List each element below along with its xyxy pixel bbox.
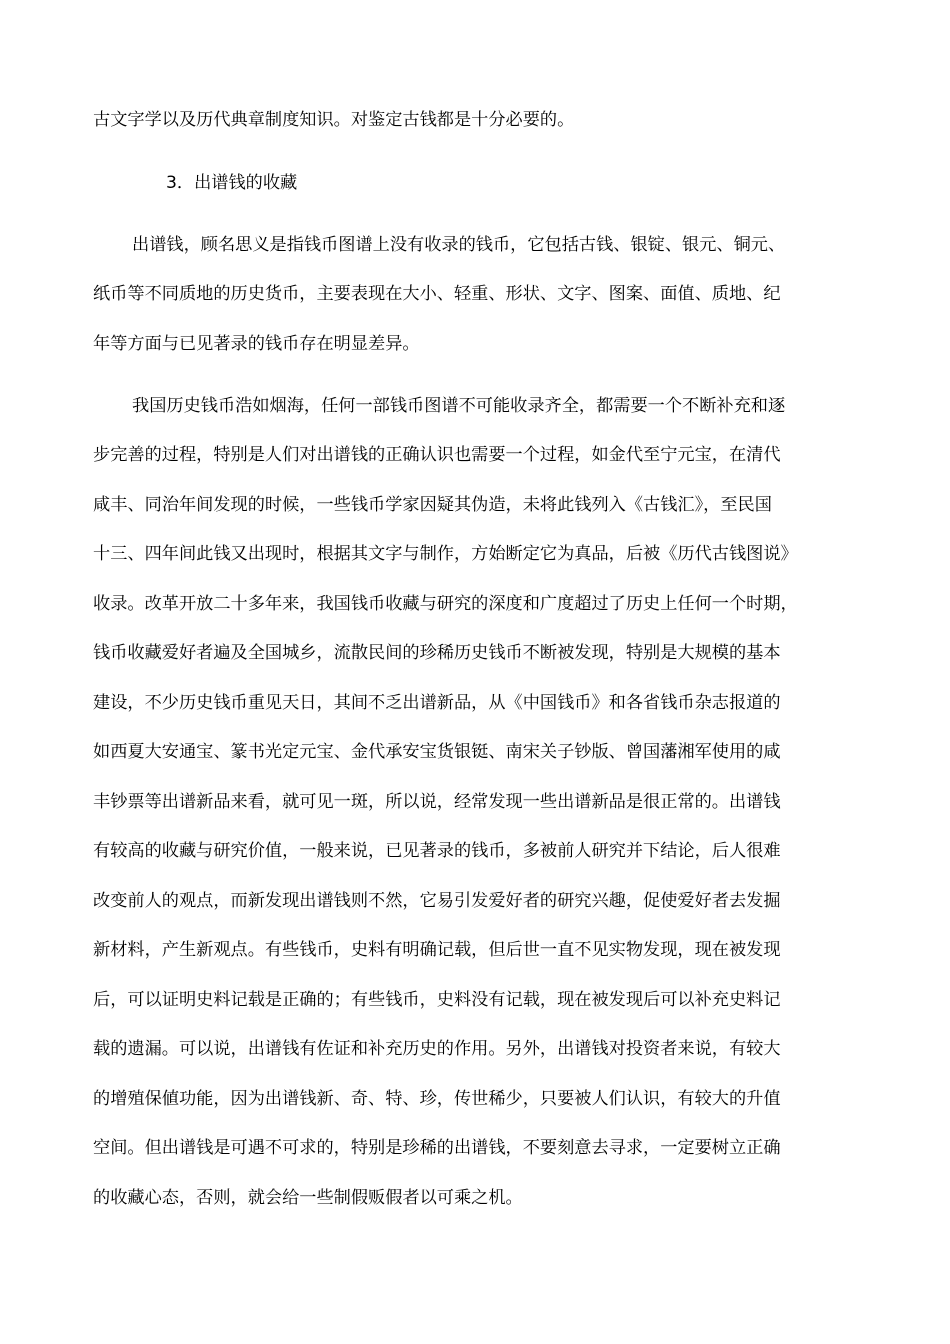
paragraph-line: 后，可以证明史料记载是正确的；有些钱币，史料没有记载，现在被发现后可以补充史料记: [93, 990, 781, 1010]
paragraph-line: 建设，不少历史钱币重见天日，其间不乏出谱新品，从《中国钱币》和各省钱币杂志报道的: [93, 693, 781, 713]
paragraph-line: 步完善的过程，特别是人们对出谱钱的正确认识也需要一个过程，如金代至宁元宝，在清代: [93, 445, 781, 465]
paragraph-line: 改变前人的观点，而新发现出谱钱则不然，它易引发爱好者的研究兴趣，促使爱好者去发掘: [93, 891, 781, 911]
paragraph-line: 空间。但出谱钱是可遇不可求的，特别是珍稀的出谱钱，不要刻意去寻求，一定要树立正确: [93, 1138, 781, 1158]
paragraph-line: 我国历史钱币浩如烟海，任何一部钱币图谱不可能收录齐全，都需要一个不断补充和逐: [132, 396, 786, 416]
paragraph-line: 载的遗漏。可以说，出谱钱有佐证和补充历史的作用。另外，出谱钱对投资者来说，有较大: [93, 1039, 781, 1059]
paragraph-line: 收录。改革开放二十多年来，我国钱币收藏与研究的深度和广度超过了历史上任何一个时期，: [93, 594, 798, 614]
paragraph-line: 有较高的收藏与研究价值，一般来说，已见著录的钱币，多被前人研究并下结论，后人很难: [93, 841, 781, 861]
paragraph-line: 出谱钱，顾名思义是指钱币图谱上没有收录的钱币，它包括古钱、银锭、银元、铜元、: [132, 235, 786, 255]
paragraph-line: 咸丰、同治年间发现的时候，一些钱币学家因疑其伪造，未将此钱列入《古钱汇》，至民国: [93, 495, 772, 515]
paragraph-line: 年等方面与已见著录的钱币存在明显差异。: [93, 334, 420, 354]
paragraph-line: 钱币收藏爱好者遍及全国城乡，流散民间的珍稀历史钱币不断被发现，特别是大规模的基本: [93, 643, 781, 663]
paragraph-line: 十三、四年间此钱又出现时，根据其文字与制作，方始断定它为真品，后被《历代古钱图说》: [93, 544, 798, 564]
paragraph-line: 如西夏大安通宝、篆书光定元宝、金代承安宝货银铤、南宋关子钞版、曾国藩湘军使用的咸: [93, 742, 781, 762]
paragraph-line: 丰钞票等出谱新品来看，就可见一斑，所以说，经常发现一些出谱新品是很正常的。出谱钱: [93, 792, 781, 812]
paragraph-line: 新材料，产生新观点。有些钱币，史料有明确记载，但后世一直不见实物发现，现在被发现: [93, 940, 781, 960]
paragraph-line: 的收藏心态，否则，就会给一些制假贩假者以可乘之机。: [93, 1188, 523, 1208]
paragraph-line: 的增殖保値功能，因为出谱钱新、奇、特、珍，传世稀少，只要被人们认识，有较大的升值: [93, 1089, 781, 1109]
section-heading: 3．出谱钱的收藏: [166, 173, 298, 193]
paragraph-line: 纸币等不同质地的历史货币，主要表现在大小、轻重、形状、文字、图案、面值、质地、纪: [93, 284, 781, 304]
intro-line: 古文字学以及历代典章制度知识。对鉴定古钱都是十分必要的。: [93, 110, 575, 130]
